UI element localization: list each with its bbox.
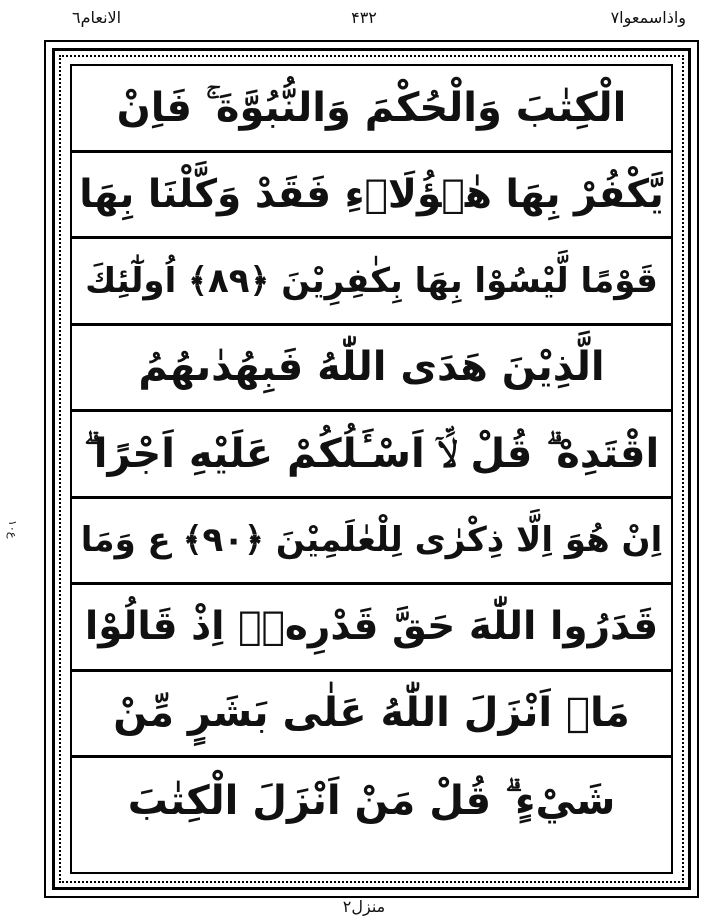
verse-line: الَّذِيْنَ هَدَى اللّٰهُ فَبِهُدٰىهُمُ: [72, 326, 671, 413]
page-number: ۴۳۲: [351, 8, 377, 27]
verse-line: يَّكْفُرْ بِهَا هٰۤؤُلَاۤءِ فَقَدْ وَكَّلْنَا بِهَا: [72, 153, 671, 240]
manzil-label: منزل٢: [342, 897, 386, 916]
verse-line: شَيْءٍ ۗ قُلْ مَنْ اَنْزَلَ الْكِتٰبَ: [127, 778, 616, 825]
page-frame: [44, 40, 699, 898]
juz-name: واذاسمعوا٧: [610, 8, 686, 27]
verse-line: الْكِتٰبَ وَالْحُكْمَ وَالنُّبُوَّةَ ۚ فَاِنْ: [72, 66, 671, 153]
verse-line: مَاۤ اَنْزَلَ اللّٰهُ عَلٰى بَشَرٍ مِّنْ: [72, 672, 671, 759]
verse-line: اقْتَدِهْ ۗ قُلْ لَّاۤ اَسْـَٔلُكُمْ عَلَيْهِ اَجْرًا ۗ: [72, 412, 671, 499]
verse-line: اِنْ هُوَ اِلَّا ذِكْرٰى لِلْعٰلَمِيْنَ ﴿٩٠﴾ ع وَمَا: [72, 499, 671, 586]
text-block: [70, 64, 673, 874]
surah-name: الانعام٦: [72, 8, 122, 27]
verse-line: قَوْمًا لَّيْسُوْا بِهَا بِكٰفِرِيْنَ ﴿٨٩﴾ اُولٰٓئِكَ: [72, 239, 671, 326]
verse-line: قَدَرُوا اللّٰهَ حَقَّ قَدْرِهٖۤ اِذْ قَالُوْا: [72, 585, 671, 672]
ruku-marker: ع١٠: [6, 520, 19, 539]
